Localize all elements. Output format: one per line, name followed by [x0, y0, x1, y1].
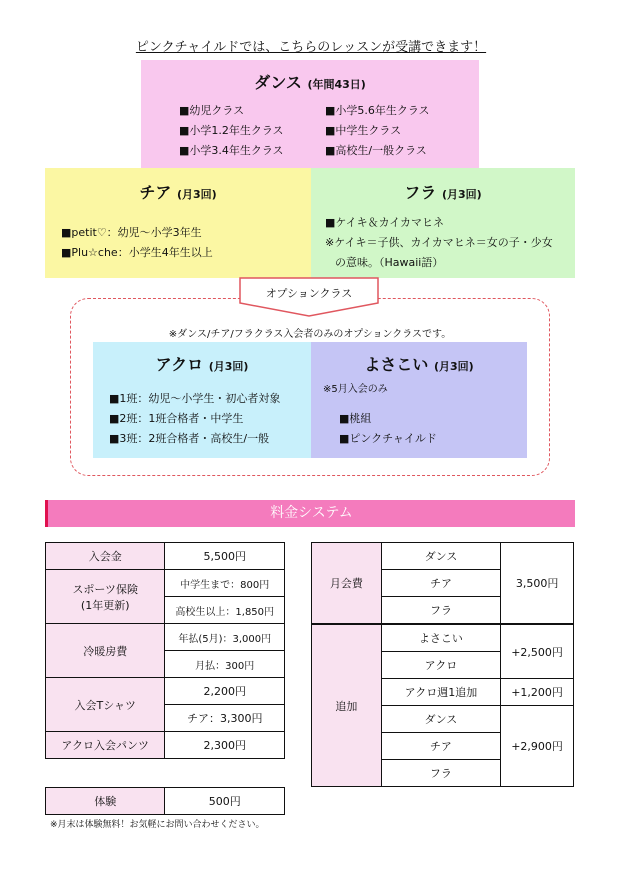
monthly-fee-label: 月会費	[312, 543, 382, 624]
acro-class-1: ■1班：幼児～小学生・初心者対象	[109, 392, 281, 405]
trial-label: 体験	[46, 788, 165, 815]
trial-table	[45, 787, 285, 815]
tshirt-label: 入会Tシャツ	[46, 678, 165, 732]
yosakoi-team-2: ■ピンクチャイルド	[339, 432, 437, 445]
cheer-title: チア	[139, 183, 172, 202]
monthly-fee-value: 3,500円	[501, 543, 574, 624]
hula-title: フラ	[404, 183, 437, 202]
option-label: オプションクラス	[265, 287, 353, 300]
yosakoi-team-1: ■桃組	[339, 412, 372, 425]
sports-insurance-label	[46, 570, 165, 624]
dance-class-6: ■高校生/一般クラス	[325, 144, 427, 157]
extra-item-cheer: チア	[381, 733, 500, 760]
acro-frequency: (月3回)	[208, 360, 249, 373]
dance-class-5: ■中学生クラス	[325, 124, 402, 137]
table-row	[46, 678, 285, 705]
additional-fee-label: 追加	[312, 625, 382, 787]
option-note: ※ダンス/チア/フラクラス入会者のみのオプションクラスです。	[168, 329, 452, 340]
hula-title-row	[311, 180, 575, 203]
yosakoi-note: ※5月入会のみ	[323, 384, 388, 395]
fee-table-left	[45, 542, 285, 759]
dance-class-3: ■小学3.4年生クラス	[179, 144, 284, 157]
dance-class-4: ■小学5.6年生クラス	[325, 104, 430, 117]
trial-footnote: ※月末は体験無料！お気軽にお問い合わせください。	[50, 820, 265, 830]
entry-fee-label: 入会金	[46, 543, 165, 570]
acro-pants-price: 2,300円	[165, 732, 285, 759]
hula-note-2: の意味。（Hawaii語）	[335, 256, 444, 269]
table-row	[46, 543, 285, 570]
dance-class-2: ■小学1.2年生クラス	[179, 124, 284, 137]
extra-item-acro: アクロ	[381, 652, 500, 679]
extra-value-2: +1,200円	[501, 679, 574, 706]
acro-pants-label: アクロ入会パンツ	[46, 732, 165, 759]
aircon-fee-label: 冷暖房費	[46, 624, 165, 678]
acro-title-row	[93, 352, 311, 375]
acro-box	[93, 342, 311, 458]
extra-item-acro-weekly: アクロ週1追加	[381, 679, 500, 706]
hula-class-1: ■ケイキ＆カイカマヒネ	[325, 216, 444, 229]
yosakoi-box	[311, 342, 527, 458]
additional-fee-table	[311, 624, 574, 787]
extra-value-3: +2,900円	[501, 706, 574, 787]
trial-price: 500円	[165, 788, 285, 815]
acro-title: アクロ	[155, 355, 204, 374]
entry-fee-value: 5,500円	[165, 543, 285, 570]
monthly-fee-table	[311, 542, 574, 624]
extra-item-hula: フラ	[381, 760, 500, 787]
hula-frequency: (月3回)	[441, 188, 482, 201]
table-row	[46, 788, 285, 815]
extra-item-yosakoi: よさこい	[381, 625, 500, 652]
dance-title: ダンス	[254, 73, 302, 92]
yosakoi-frequency: (月3回)	[433, 360, 474, 373]
cheer-title-row	[45, 180, 311, 203]
monthly-item-dance: ダンス	[381, 543, 500, 570]
dance-box	[141, 60, 479, 168]
aircon-fee-yearly: 年払(5月)：3,000円	[165, 624, 285, 651]
acro-class-2: ■2班：1班合格者・中学生	[109, 412, 244, 425]
yosakoi-title-row	[311, 352, 527, 375]
sports-insurance-senior: 高校生以上：1,850円	[165, 597, 285, 624]
headline: ピンクチャイルドでは、こちらのレッスンが受講できます！	[135, 40, 487, 55]
tshirt-cheer-price: チア：3,300円	[165, 705, 285, 732]
dance-class-1: ■幼児クラス	[179, 104, 245, 117]
acro-class-3: ■3班：2班合格者・高校生/一般	[109, 432, 270, 445]
hula-note-1: ※ケイキ＝子供、カイカマヒネ＝女の子・少女	[325, 236, 553, 249]
table-row	[312, 625, 574, 652]
tshirt-price: 2,200円	[165, 678, 285, 705]
aircon-fee-monthly: 月払：300円	[165, 651, 285, 678]
yosakoi-title: よさこい	[364, 355, 429, 374]
table-row	[312, 543, 574, 570]
table-row	[46, 624, 285, 651]
cheer-box	[45, 168, 311, 278]
table-row	[46, 732, 285, 759]
monthly-item-cheer: チア	[381, 570, 500, 597]
extra-value-1: +2,500円	[501, 625, 574, 679]
hula-box	[311, 168, 575, 278]
dance-title-row	[141, 70, 479, 93]
sports-insurance-junior: 中学生まで：800円	[165, 570, 285, 597]
extra-item-dance: ダンス	[381, 706, 500, 733]
sports-insurance-label-2: (1年更新)	[80, 598, 130, 612]
cheer-class-1: ■petit♡：幼児～小学3年生	[61, 226, 202, 239]
cheer-class-2: ■Plu☆che：小学生4年生以上	[61, 246, 213, 259]
sports-insurance-label-1: スポーツ保険	[72, 582, 138, 596]
table-row	[46, 570, 285, 597]
cheer-frequency: (月3回)	[176, 188, 217, 201]
fee-system-heading: 料金システム	[45, 500, 575, 527]
dance-frequency: (年間43日)	[307, 78, 366, 91]
monthly-item-hula: フラ	[381, 597, 500, 624]
